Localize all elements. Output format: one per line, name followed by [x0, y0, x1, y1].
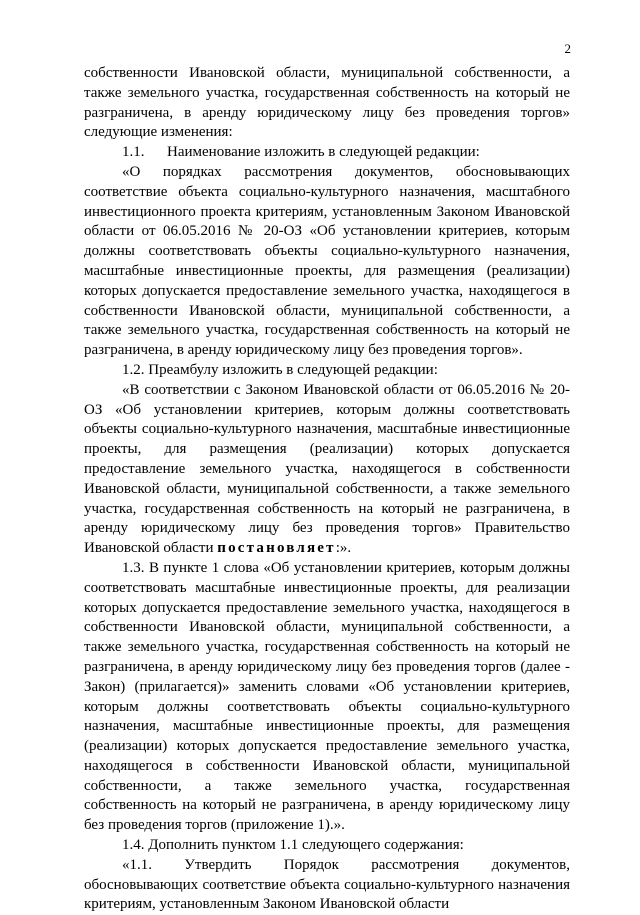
paragraph-item-1-2: 1.2. Преамбулу изложить в следующей редакции: [122, 361, 438, 378]
preamble-emphasis: постановляет [217, 540, 336, 557]
paragraph-item-1-1: 1.1. Наименование изложить в следующей редакции: [122, 144, 480, 161]
paragraph-item-1-3: 1.3. В пункте 1 слова «Об установлении критериев, которым должны соответствовать масштабные инвестиционные проекты, для реализации которых допускается предоставление земельного участка, находящегося в собственности Ивановской области, муниципальной собственности, а также земельного участка, государственная собственность на который не разграничена, в аренду юридическому лицу без проведения торгов (далее - Закон) (прилагается)» заменить словами «Об установлении критериев, которым должны соответствовать объекты социально-культурного назначения, масштабные инвестиционные проекты, для размещения (реализации) которых допускается предоставление земельного участка, находящегося в собственности Ивановской области, муниципальной собственности, а также земельного участка, государственная собственность на который не разграничена, в аренду юридическому лицу без проведения торгов (приложение 1).». [84, 559, 570, 834]
preamble-tail: :». [335, 540, 352, 557]
paragraph-item-1-4: 1.4. Дополнить пунктом 1.1 следующего содержания: [122, 837, 464, 854]
paragraph-new-title: «О порядках рассмотрения документов, обосновывающих соответствие объекта социально-культурного назначения, масштабного инвестиционного проекта критериям, установленным Законом Ивановской области от 06.05.2016 № 20-ОЗ «Об установлении критериев, которым должны соответствовать объекты социально-культурного назначения, масштабные инвестиционные проекты, для размещения (реализации) которых допускается предоставление земельного участка, находящегося в собственности Ивановской области, муниципальной собственности, а также земельного участка, государственная собственность на который не разграничена, в аренду юридическому лицу без проведения торгов». [84, 163, 570, 359]
page-number: 2 [564, 41, 571, 56]
document-body [84, 64, 570, 915]
preamble-text: «В соответствии с Законом Ивановской области от 06.05.2016 № 20-ОЗ «Об установлении критериев, которым должны соответствовать объекты социально-культурного назначения, масштабные инвестиционные проекты, для размещения (реализации) которых допускается предоставление земельного участка, находящегося в собственности Ивановской области, муниципальной собственности, а также земельного участка, государственная собственность на который не разграничена, в аренду юридическому лицу без проведения торгов» Правительство Ивановской области [84, 381, 570, 557]
paragraph-intro: собственности Ивановской области, муниципальной собственности, а также земельного участка, государственная собственность на который не разграничена, в аренду юридическому лицу без проведения торгов» следующие изменения: [84, 65, 570, 141]
paragraph-new-item-1-1: «1.1. Утвердить Порядок рассмотрения документов, обосновывающих соответствие объекта социально-культурного назначения критериям, установленным Законом Ивановской области [84, 856, 570, 913]
paragraph-preamble [84, 381, 570, 559]
